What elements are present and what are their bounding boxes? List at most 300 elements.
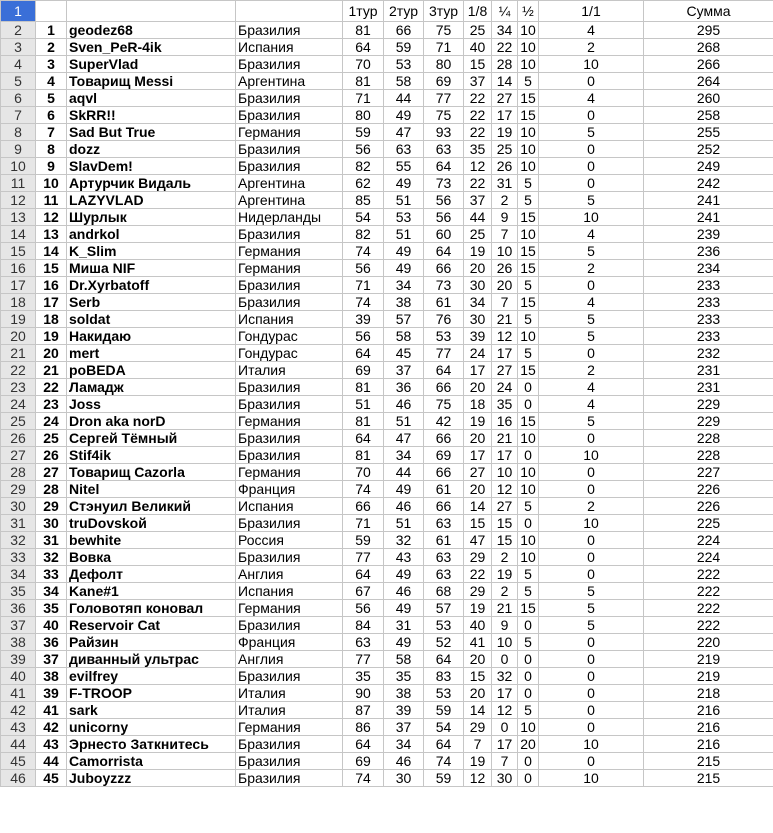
cell-sum[interactable]: 242 — [644, 175, 773, 192]
cell-country[interactable]: Италия — [236, 362, 343, 379]
cell-player-name[interactable]: truDovskoй — [67, 515, 236, 532]
cell-tour2[interactable]: 46 — [384, 753, 424, 770]
cell-country[interactable]: Германия — [236, 719, 343, 736]
cell-round-of-16[interactable]: 29 — [464, 549, 492, 566]
row-number[interactable]: 7 — [1, 107, 36, 124]
cell-tour1[interactable]: 64 — [343, 345, 384, 362]
cell-round-of-16[interactable]: 44 — [464, 209, 492, 226]
cell-player-name[interactable]: Stif4ik — [67, 447, 236, 464]
cell-quarterfinal[interactable]: 2 — [492, 192, 518, 209]
cell-tour1[interactable]: 86 — [343, 719, 384, 736]
cell-tour1[interactable]: 64 — [343, 39, 384, 56]
cell-tour2[interactable]: 46 — [384, 396, 424, 413]
cell-sum[interactable]: 226 — [644, 481, 773, 498]
cell-round-of-16[interactable]: 47 — [464, 532, 492, 549]
cell-semifinal[interactable]: 15 — [518, 243, 539, 260]
cell-tour2[interactable]: 53 — [384, 56, 424, 73]
cell-round-of-16[interactable]: 22 — [464, 124, 492, 141]
cell-rank[interactable]: 22 — [36, 379, 67, 396]
cell-tour3[interactable]: 66 — [424, 464, 464, 481]
cell-tour2[interactable]: 36 — [384, 379, 424, 396]
cell-semifinal[interactable]: 0 — [518, 515, 539, 532]
cell-tour3[interactable]: 63 — [424, 515, 464, 532]
cell-player-name[interactable]: Артурчик Видаль — [67, 175, 236, 192]
cell-tour3[interactable]: 59 — [424, 770, 464, 787]
cell-rank[interactable]: 3 — [36, 56, 67, 73]
cell-player-name[interactable]: mert — [67, 345, 236, 362]
row-number[interactable]: 39 — [1, 651, 36, 668]
cell-round-of-16[interactable]: 20 — [464, 430, 492, 447]
cell-player-name[interactable]: Dr.Xyrbatoff — [67, 277, 236, 294]
cell-tour1[interactable]: 69 — [343, 362, 384, 379]
cell-tour1[interactable]: 59 — [343, 532, 384, 549]
cell-final[interactable]: 0 — [539, 634, 644, 651]
cell-final[interactable]: 0 — [539, 685, 644, 702]
cell-sum[interactable]: 225 — [644, 515, 773, 532]
cell-quarterfinal[interactable]: 7 — [492, 753, 518, 770]
row-number[interactable]: 36 — [1, 600, 36, 617]
cell-sum[interactable]: 228 — [644, 430, 773, 447]
cell-final[interactable]: 10 — [539, 447, 644, 464]
cell-tour3[interactable]: 93 — [424, 124, 464, 141]
cell-player-name[interactable]: SuperVlad — [67, 56, 236, 73]
cell-tour3[interactable]: 56 — [424, 209, 464, 226]
cell-round-of-16[interactable]: 17 — [464, 447, 492, 464]
cell-tour3[interactable]: 73 — [424, 277, 464, 294]
row-number[interactable]: 34 — [1, 566, 36, 583]
cell-final[interactable]: 2 — [539, 498, 644, 515]
row-number[interactable]: 15 — [1, 243, 36, 260]
cell-country[interactable]: Бразилия — [236, 430, 343, 447]
cell-tour2[interactable]: 66 — [384, 22, 424, 39]
cell-round-of-16[interactable]: 29 — [464, 583, 492, 600]
cell-final[interactable]: 0 — [539, 175, 644, 192]
row-number[interactable]: 29 — [1, 481, 36, 498]
cell-tour2[interactable]: 34 — [384, 447, 424, 464]
cell-tour1[interactable]: 81 — [343, 413, 384, 430]
cell-quarterfinal[interactable]: 32 — [492, 668, 518, 685]
row-number[interactable]: 9 — [1, 141, 36, 158]
cell-sum[interactable]: 228 — [644, 447, 773, 464]
cell-rank[interactable]: 45 — [36, 770, 67, 787]
cell-round-of-16[interactable]: 37 — [464, 192, 492, 209]
row-number[interactable]: 11 — [1, 175, 36, 192]
cell-quarterfinal[interactable]: 26 — [492, 260, 518, 277]
cell-round-of-16[interactable]: 39 — [464, 328, 492, 345]
header-tour3[interactable]: 3тур — [424, 1, 464, 22]
cell-final[interactable]: 5 — [539, 124, 644, 141]
cell-final[interactable]: 0 — [539, 481, 644, 498]
row-number[interactable]: 12 — [1, 192, 36, 209]
row-number[interactable]: 10 — [1, 158, 36, 175]
cell-sum[interactable]: 249 — [644, 158, 773, 175]
cell-quarterfinal[interactable]: 12 — [492, 702, 518, 719]
cell-semifinal[interactable]: 0 — [518, 447, 539, 464]
cell-country[interactable]: Бразилия — [236, 226, 343, 243]
cell-quarterfinal[interactable]: 19 — [492, 124, 518, 141]
cell-sum[interactable]: 215 — [644, 753, 773, 770]
cell-rank[interactable]: 42 — [36, 719, 67, 736]
cell-tour2[interactable]: 34 — [384, 736, 424, 753]
cell-tour2[interactable]: 58 — [384, 328, 424, 345]
cell-rank[interactable]: 31 — [36, 532, 67, 549]
cell-tour3[interactable]: 76 — [424, 311, 464, 328]
cell-sum[interactable]: 222 — [644, 583, 773, 600]
cell-tour1[interactable]: 63 — [343, 634, 384, 651]
cell-round-of-16[interactable]: 37 — [464, 73, 492, 90]
cell-rank[interactable]: 36 — [36, 634, 67, 651]
cell-sum[interactable]: 233 — [644, 311, 773, 328]
cell-final[interactable]: 5 — [539, 243, 644, 260]
row-number[interactable]: 18 — [1, 294, 36, 311]
cell-rank[interactable]: 43 — [36, 736, 67, 753]
cell-country[interactable]: Бразилия — [236, 56, 343, 73]
cell-player-name[interactable]: Reservoir Cat — [67, 617, 236, 634]
cell-final[interactable]: 0 — [539, 277, 644, 294]
cell-player-name[interactable]: Товарищ Cazorla — [67, 464, 236, 481]
cell-round-of-16[interactable]: 22 — [464, 90, 492, 107]
cell-player-name[interactable]: Sad But True — [67, 124, 236, 141]
cell-semifinal[interactable]: 10 — [518, 56, 539, 73]
row-number[interactable]: 1 — [1, 1, 36, 22]
cell-rank[interactable]: 13 — [36, 226, 67, 243]
cell-country[interactable]: Англия — [236, 566, 343, 583]
cell-tour2[interactable]: 44 — [384, 464, 424, 481]
cell-tour1[interactable]: 69 — [343, 753, 384, 770]
cell-quarterfinal[interactable]: 28 — [492, 56, 518, 73]
cell-quarterfinal[interactable]: 17 — [492, 345, 518, 362]
cell-tour1[interactable]: 54 — [343, 209, 384, 226]
cell-tour2[interactable]: 31 — [384, 617, 424, 634]
row-number[interactable]: 14 — [1, 226, 36, 243]
cell-player-name[interactable]: Райзин — [67, 634, 236, 651]
header-sum[interactable]: Сумма — [644, 1, 773, 22]
cell-rank[interactable]: 27 — [36, 464, 67, 481]
cell-semifinal[interactable]: 5 — [518, 175, 539, 192]
cell-sum[interactable]: 219 — [644, 668, 773, 685]
cell-tour1[interactable]: 56 — [343, 328, 384, 345]
cell-tour3[interactable]: 68 — [424, 583, 464, 600]
row-number[interactable]: 45 — [1, 753, 36, 770]
row-number[interactable]: 44 — [1, 736, 36, 753]
cell-tour1[interactable]: 77 — [343, 549, 384, 566]
cell-player-name[interactable]: Juboyzzz — [67, 770, 236, 787]
cell-round-of-16[interactable]: 19 — [464, 753, 492, 770]
row-number[interactable]: 38 — [1, 634, 36, 651]
cell-tour3[interactable]: 53 — [424, 617, 464, 634]
cell-tour2[interactable]: 57 — [384, 311, 424, 328]
cell-quarterfinal[interactable]: 10 — [492, 464, 518, 481]
cell-round-of-16[interactable]: 27 — [464, 464, 492, 481]
cell-sum[interactable]: 227 — [644, 464, 773, 481]
cell-country[interactable]: Германия — [236, 260, 343, 277]
cell-sum[interactable]: 219 — [644, 651, 773, 668]
cell-country[interactable]: Англия — [236, 651, 343, 668]
cell-round-of-16[interactable]: 30 — [464, 277, 492, 294]
cell-sum[interactable]: 222 — [644, 617, 773, 634]
cell-final[interactable]: 10 — [539, 209, 644, 226]
cell-tour1[interactable]: 81 — [343, 22, 384, 39]
cell-country[interactable]: Бразилия — [236, 141, 343, 158]
cell-tour1[interactable]: 82 — [343, 158, 384, 175]
cell-tour2[interactable]: 47 — [384, 430, 424, 447]
cell-tour1[interactable]: 70 — [343, 464, 384, 481]
cell-rank[interactable]: 8 — [36, 141, 67, 158]
cell-country[interactable]: Бразилия — [236, 107, 343, 124]
cell-tour3[interactable]: 64 — [424, 158, 464, 175]
cell-final[interactable]: 0 — [539, 566, 644, 583]
cell-player-name[interactable]: Kane#1 — [67, 583, 236, 600]
cell-sum[interactable]: 233 — [644, 328, 773, 345]
cell-round-of-16[interactable]: 15 — [464, 515, 492, 532]
row-number[interactable]: 17 — [1, 277, 36, 294]
cell-tour2[interactable]: 37 — [384, 362, 424, 379]
cell-sum[interactable]: 239 — [644, 226, 773, 243]
cell-country[interactable]: Бразилия — [236, 736, 343, 753]
cell-sum[interactable]: 222 — [644, 566, 773, 583]
row-number[interactable]: 13 — [1, 209, 36, 226]
cell-player-name[interactable]: Nitel — [67, 481, 236, 498]
row-number[interactable]: 3 — [1, 39, 36, 56]
header-final[interactable]: 1/1 — [539, 1, 644, 22]
cell-semifinal[interactable]: 0 — [518, 617, 539, 634]
cell-tour1[interactable]: 87 — [343, 702, 384, 719]
cell-tour3[interactable]: 69 — [424, 73, 464, 90]
cell-sum[interactable]: 224 — [644, 549, 773, 566]
cell-tour2[interactable]: 49 — [384, 260, 424, 277]
cell-quarterfinal[interactable]: 10 — [492, 243, 518, 260]
row-number[interactable]: 16 — [1, 260, 36, 277]
row-number[interactable]: 5 — [1, 73, 36, 90]
cell-round-of-16[interactable]: 19 — [464, 243, 492, 260]
cell-tour3[interactable]: 83 — [424, 668, 464, 685]
cell-tour1[interactable]: 74 — [343, 481, 384, 498]
cell-semifinal[interactable]: 10 — [518, 141, 539, 158]
cell-final[interactable]: 0 — [539, 702, 644, 719]
cell-player-name[interactable]: диванный ультрас — [67, 651, 236, 668]
cell-player-name[interactable]: Дефолт — [67, 566, 236, 583]
cell-sum[interactable]: 229 — [644, 396, 773, 413]
cell-player-name[interactable]: Dron aka norD — [67, 413, 236, 430]
cell-sum[interactable]: 268 — [644, 39, 773, 56]
cell-round-of-16[interactable]: 34 — [464, 294, 492, 311]
cell-tour3[interactable]: 61 — [424, 532, 464, 549]
cell-tour2[interactable]: 51 — [384, 226, 424, 243]
cell-sum[interactable]: 241 — [644, 209, 773, 226]
cell-tour3[interactable]: 74 — [424, 753, 464, 770]
cell-tour3[interactable]: 73 — [424, 175, 464, 192]
cell-country[interactable]: Гондурас — [236, 328, 343, 345]
cell-quarterfinal[interactable]: 26 — [492, 158, 518, 175]
cell-final[interactable]: 5 — [539, 600, 644, 617]
cell-sum[interactable]: 236 — [644, 243, 773, 260]
cell-tour1[interactable]: 70 — [343, 56, 384, 73]
cell-final[interactable]: 0 — [539, 753, 644, 770]
cell-final[interactable]: 2 — [539, 362, 644, 379]
cell-round-of-16[interactable]: 7 — [464, 736, 492, 753]
cell-quarterfinal[interactable]: 21 — [492, 430, 518, 447]
header-round-of-16[interactable]: 1/8 — [464, 1, 492, 22]
cell-rank[interactable]: 17 — [36, 294, 67, 311]
cell-sum[interactable]: 255 — [644, 124, 773, 141]
cell-country[interactable]: Германия — [236, 464, 343, 481]
cell-player-name[interactable]: poBEDA — [67, 362, 236, 379]
cell-final[interactable]: 4 — [539, 22, 644, 39]
cell-tour1[interactable]: 71 — [343, 515, 384, 532]
cell-final[interactable]: 0 — [539, 668, 644, 685]
cell-player-name[interactable]: dozz — [67, 141, 236, 158]
cell-tour2[interactable]: 38 — [384, 685, 424, 702]
cell-country[interactable]: Бразилия — [236, 617, 343, 634]
row-number[interactable]: 41 — [1, 685, 36, 702]
cell-tour2[interactable]: 49 — [384, 481, 424, 498]
cell-round-of-16[interactable]: 22 — [464, 175, 492, 192]
cell-tour3[interactable]: 54 — [424, 719, 464, 736]
cell-tour2[interactable]: 51 — [384, 515, 424, 532]
cell-semifinal[interactable]: 15 — [518, 90, 539, 107]
cell-country[interactable]: Бразилия — [236, 22, 343, 39]
cell-semifinal[interactable]: 10 — [518, 124, 539, 141]
cell-semifinal[interactable]: 5 — [518, 277, 539, 294]
cell-sum[interactable]: 231 — [644, 362, 773, 379]
cell-player-name[interactable]: Миша NIF — [67, 260, 236, 277]
cell-final[interactable]: 0 — [539, 141, 644, 158]
cell-quarterfinal[interactable]: 9 — [492, 617, 518, 634]
cell-country[interactable]: Италия — [236, 702, 343, 719]
cell-semifinal[interactable]: 5 — [518, 345, 539, 362]
cell-tour3[interactable]: 75 — [424, 22, 464, 39]
cell-country[interactable]: Германия — [236, 413, 343, 430]
row-number[interactable]: 25 — [1, 413, 36, 430]
cell-tour2[interactable]: 35 — [384, 668, 424, 685]
cell-semifinal[interactable]: 10 — [518, 532, 539, 549]
cell-country[interactable]: Бразилия — [236, 158, 343, 175]
cell-semifinal[interactable]: 5 — [518, 634, 539, 651]
cell-tour2[interactable]: 58 — [384, 73, 424, 90]
cell-country[interactable]: Бразилия — [236, 277, 343, 294]
cell-player-name[interactable]: Стэнуил Великий — [67, 498, 236, 515]
row-number[interactable]: 8 — [1, 124, 36, 141]
cell-sum[interactable]: 218 — [644, 685, 773, 702]
cell-tour2[interactable]: 34 — [384, 277, 424, 294]
cell-semifinal[interactable]: 10 — [518, 549, 539, 566]
cell-sum[interactable]: 216 — [644, 736, 773, 753]
cell-country[interactable]: Аргентина — [236, 175, 343, 192]
cell-quarterfinal[interactable]: 17 — [492, 107, 518, 124]
cell-quarterfinal[interactable]: 25 — [492, 141, 518, 158]
cell-rank[interactable]: 41 — [36, 702, 67, 719]
row-number[interactable]: 2 — [1, 22, 36, 39]
cell-round-of-16[interactable]: 20 — [464, 651, 492, 668]
cell-round-of-16[interactable]: 18 — [464, 396, 492, 413]
cell-sum[interactable]: 229 — [644, 413, 773, 430]
cell-quarterfinal[interactable]: 24 — [492, 379, 518, 396]
cell-tour3[interactable]: 52 — [424, 634, 464, 651]
cell-tour1[interactable]: 74 — [343, 294, 384, 311]
cell-rank[interactable]: 7 — [36, 124, 67, 141]
cell-tour2[interactable]: 49 — [384, 107, 424, 124]
cell-semifinal[interactable]: 5 — [518, 73, 539, 90]
cell-rank[interactable]: 15 — [36, 260, 67, 277]
cell-sum[interactable]: 232 — [644, 345, 773, 362]
cell-country[interactable]: Аргентина — [236, 73, 343, 90]
cell-country[interactable]: Бразилия — [236, 770, 343, 787]
cell-final[interactable]: 0 — [539, 107, 644, 124]
cell-final[interactable]: 2 — [539, 260, 644, 277]
cell-country[interactable]: Гондурас — [236, 345, 343, 362]
cell-tour3[interactable]: 60 — [424, 226, 464, 243]
cell-rank[interactable]: 25 — [36, 430, 67, 447]
cell-player-name[interactable]: Эрнесто Заткнитесь — [67, 736, 236, 753]
cell-sum[interactable]: 233 — [644, 294, 773, 311]
cell-player-name[interactable]: Serb — [67, 294, 236, 311]
cell-quarterfinal[interactable]: 27 — [492, 498, 518, 515]
cell-tour1[interactable]: 39 — [343, 311, 384, 328]
cell-rank-header[interactable] — [36, 1, 67, 22]
cell-tour3[interactable]: 63 — [424, 549, 464, 566]
cell-player-name[interactable]: K_Slim — [67, 243, 236, 260]
cell-tour1[interactable]: 80 — [343, 107, 384, 124]
cell-final[interactable]: 0 — [539, 430, 644, 447]
row-number[interactable]: 4 — [1, 56, 36, 73]
row-number[interactable]: 21 — [1, 345, 36, 362]
cell-tour3[interactable]: 80 — [424, 56, 464, 73]
cell-rank[interactable]: 12 — [36, 209, 67, 226]
cell-quarterfinal[interactable]: 9 — [492, 209, 518, 226]
row-number[interactable]: 43 — [1, 719, 36, 736]
cell-rank[interactable]: 37 — [36, 651, 67, 668]
cell-tour1[interactable]: 81 — [343, 379, 384, 396]
cell-player-name[interactable]: LAZYVLAD — [67, 192, 236, 209]
cell-player-name[interactable]: F-TROOP — [67, 685, 236, 702]
cell-tour1[interactable]: 77 — [343, 651, 384, 668]
cell-player-name[interactable]: Вовка — [67, 549, 236, 566]
cell-final[interactable]: 0 — [539, 719, 644, 736]
cell-quarterfinal[interactable]: 20 — [492, 277, 518, 294]
cell-rank[interactable]: 38 — [36, 668, 67, 685]
cell-rank[interactable]: 32 — [36, 549, 67, 566]
cell-quarterfinal[interactable]: 2 — [492, 549, 518, 566]
cell-quarterfinal[interactable]: 7 — [492, 294, 518, 311]
cell-round-of-16[interactable]: 14 — [464, 498, 492, 515]
cell-round-of-16[interactable]: 35 — [464, 141, 492, 158]
cell-final[interactable]: 4 — [539, 226, 644, 243]
cell-quarterfinal[interactable]: 31 — [492, 175, 518, 192]
cell-tour1[interactable]: 84 — [343, 617, 384, 634]
cell-tour1[interactable]: 90 — [343, 685, 384, 702]
cell-rank[interactable]: 39 — [36, 685, 67, 702]
cell-final[interactable]: 5 — [539, 617, 644, 634]
cell-final[interactable]: 5 — [539, 583, 644, 600]
cell-round-of-16[interactable]: 20 — [464, 481, 492, 498]
cell-final[interactable]: 4 — [539, 379, 644, 396]
cell-quarterfinal[interactable]: 21 — [492, 311, 518, 328]
cell-rank[interactable]: 4 — [36, 73, 67, 90]
cell-country[interactable]: Испания — [236, 311, 343, 328]
cell-semifinal[interactable]: 5 — [518, 498, 539, 515]
cell-final[interactable]: 5 — [539, 192, 644, 209]
cell-country-header[interactable] — [236, 1, 343, 22]
cell-semifinal[interactable]: 0 — [518, 668, 539, 685]
cell-final[interactable]: 5 — [539, 311, 644, 328]
cell-quarterfinal[interactable]: 14 — [492, 73, 518, 90]
cell-tour3[interactable]: 64 — [424, 736, 464, 753]
cell-semifinal[interactable]: 15 — [518, 600, 539, 617]
cell-quarterfinal[interactable]: 15 — [492, 532, 518, 549]
cell-quarterfinal[interactable]: 0 — [492, 719, 518, 736]
cell-round-of-16[interactable]: 19 — [464, 413, 492, 430]
cell-semifinal[interactable]: 15 — [518, 107, 539, 124]
